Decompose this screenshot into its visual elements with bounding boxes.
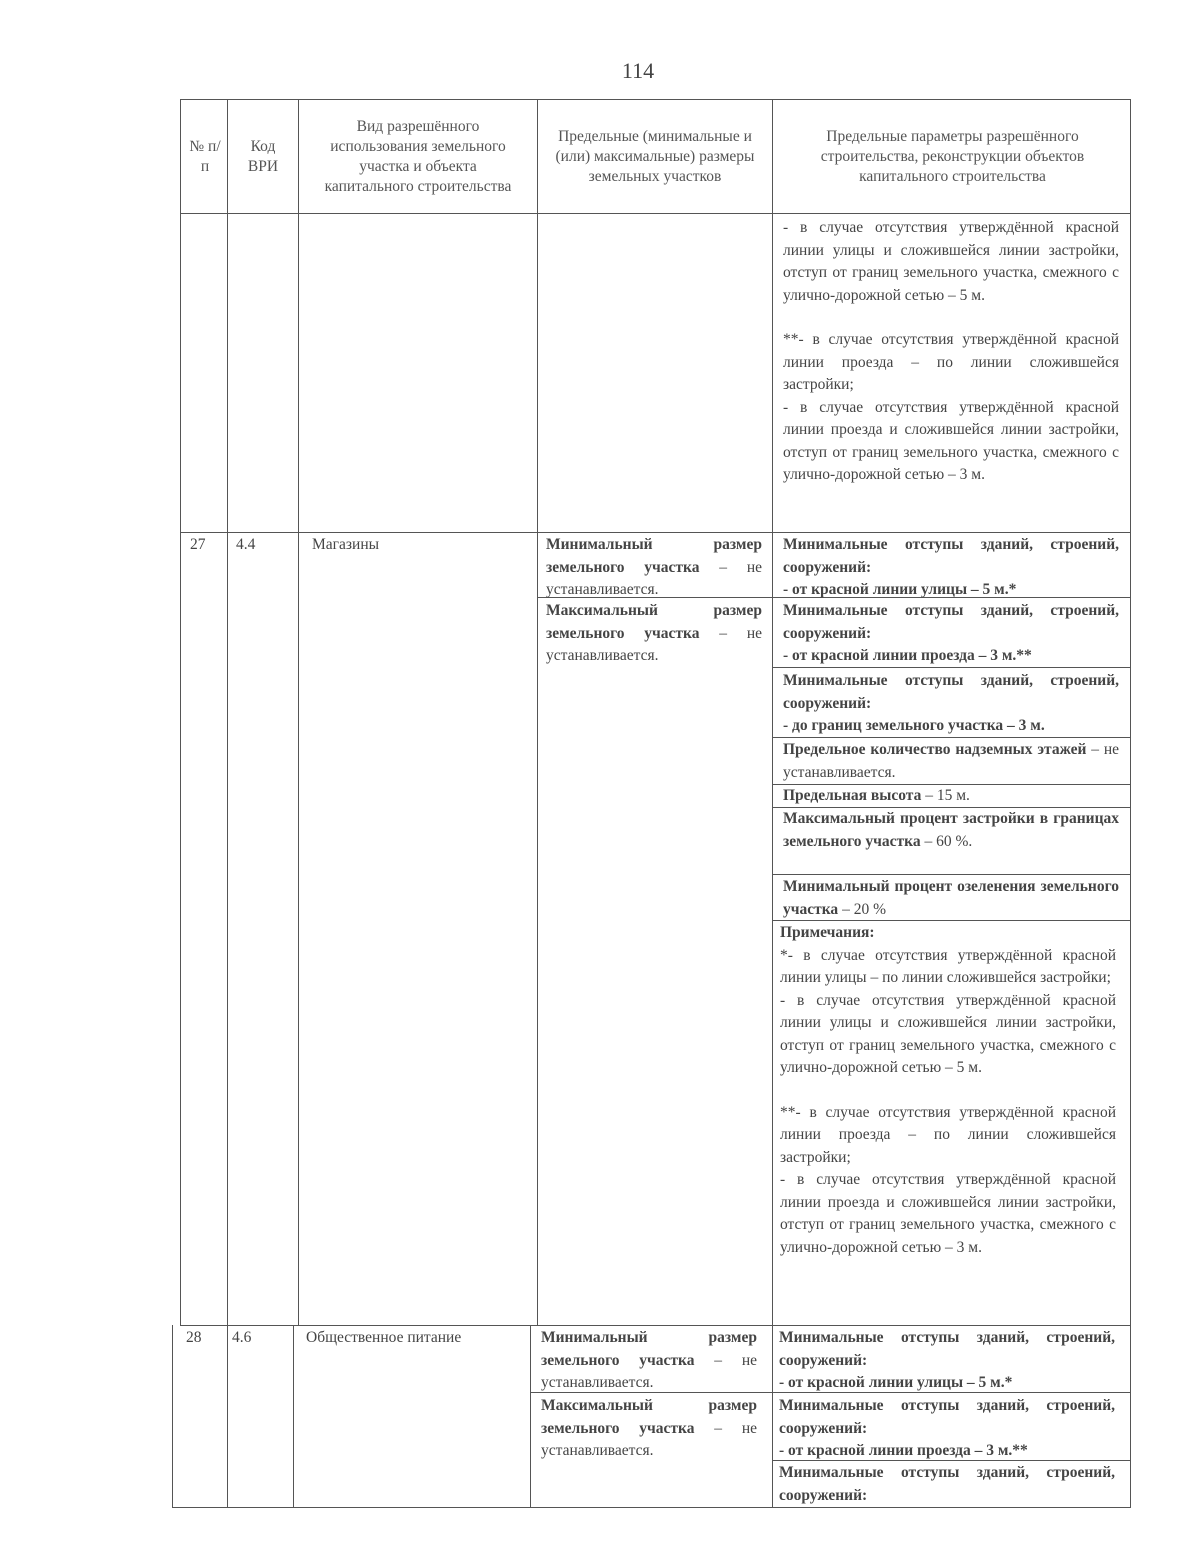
row-27-setback-boundary: Минимальные отступы зданий, строений, сооружений: - до границ земельного участка – 3 м. bbox=[783, 672, 1119, 734]
row-28-use-type: Общественное питание bbox=[306, 1329, 462, 1346]
row-27-min-size: Минимальный размер земельного участка – не устанавливается. bbox=[546, 536, 762, 598]
row-27-setback-street: Минимальные отступы зданий, строений, сооружений: - от красной линии улицы – 5 м.* bbox=[783, 536, 1119, 598]
note-paragraph: - в случае отсутствия утверждённой красной линии проезда и сложившейся линии застройки, отступ от границ земельного участка, смежного с улично-дорожной сетью – 3 м. bbox=[780, 1171, 1116, 1256]
continuation-notes bbox=[783, 217, 1119, 487]
row-28-min-size: Минимальный размер земельного участка – не устанавливается. bbox=[541, 1329, 757, 1391]
row-27-height: Предельная высота – 15 м. bbox=[783, 787, 970, 804]
row-27-greening: Минимальный процент озеленения земельного участка – 20 % bbox=[783, 878, 1119, 918]
row-28-max-size: Максимальный размер земельного участка – не устанавливается. bbox=[541, 1397, 757, 1459]
row-27-floors: Предельное количество надземных этажей – не устанавливается. bbox=[783, 741, 1119, 781]
continuation-paragraph: - в случае отсутствия утверждённой красной линии улицы и сложившейся линии застройки, отступ от границ земельного участка, смежного с улично-дорожной сетью – 5 м. bbox=[783, 219, 1119, 304]
notes-title: Примечания: bbox=[780, 924, 875, 941]
header-code: Код ВРИ bbox=[247, 137, 279, 175]
page-number: 114 bbox=[621, 58, 655, 83]
header-use-type: Вид разрешённого использования земельного участка и объекта капитального строительства bbox=[324, 117, 512, 195]
row-27-number: 27 bbox=[190, 536, 206, 553]
note-paragraph: - в случае отсутствия утверждённой красной линии улицы и сложившейся линии застройки, отступ от границ земельного участка, смежного с улично-дорожной сетью – 5 м. bbox=[780, 991, 1116, 1076]
row-27-setback-passage: Минимальные отступы зданий, строений, сооружений: - от красной линии проезда – 3 м.** bbox=[783, 602, 1119, 664]
row-27-coverage: Максимальный процент застройки в границах земельного участка – 60 %. bbox=[783, 810, 1119, 850]
continuation-paragraph: - в случае отсутствия утверждённой красной линии проезда и сложившейся линии застройки, отступ от границ земельного участка, смежного с улично-дорожной сетью – 3 м. bbox=[783, 398, 1119, 483]
note-paragraph: **- в случае отсутствия утверждённой красной линии проезда – по линии сложившейся застройки; bbox=[780, 1103, 1116, 1166]
row-28-code: 4.6 bbox=[232, 1329, 252, 1346]
row-28-setback-street: Минимальные отступы зданий, строений, сооружений: - от красной линии улицы – 5 м.* bbox=[779, 1329, 1115, 1391]
row-28-number: 28 bbox=[186, 1329, 202, 1346]
header-build-params: Предельные параметры разрешённого строительства, реконструкции объектов капитального строительства bbox=[820, 127, 1085, 185]
row-27-max-size: Максимальный размер земельного участка – не устанавливается. bbox=[546, 602, 762, 664]
row-28-setback-third: Минимальные отступы зданий, строений, сооружений: bbox=[779, 1464, 1115, 1504]
row-28-setback-passage: Минимальные отступы зданий, строений, сооружений: - от красной линии проезда – 3 м.** bbox=[779, 1397, 1115, 1459]
row-27-use-type: Магазины bbox=[312, 536, 380, 553]
header-plot-size: Предельные (минимальные и (или) максимальные) размеры земельных участков bbox=[555, 127, 755, 185]
header-number: № п/п bbox=[189, 137, 221, 175]
continuation-paragraph: **- в случае отсутствия утверждённой красной линии проезда – по линии сложившейся застройки; bbox=[783, 331, 1119, 393]
row-27-notes bbox=[780, 922, 1116, 1259]
note-paragraph: *- в случае отсутствия утверждённой красной линии улицы – по линии сложившейся застройки; bbox=[780, 946, 1116, 986]
row-27-code: 4.4 bbox=[236, 536, 256, 553]
